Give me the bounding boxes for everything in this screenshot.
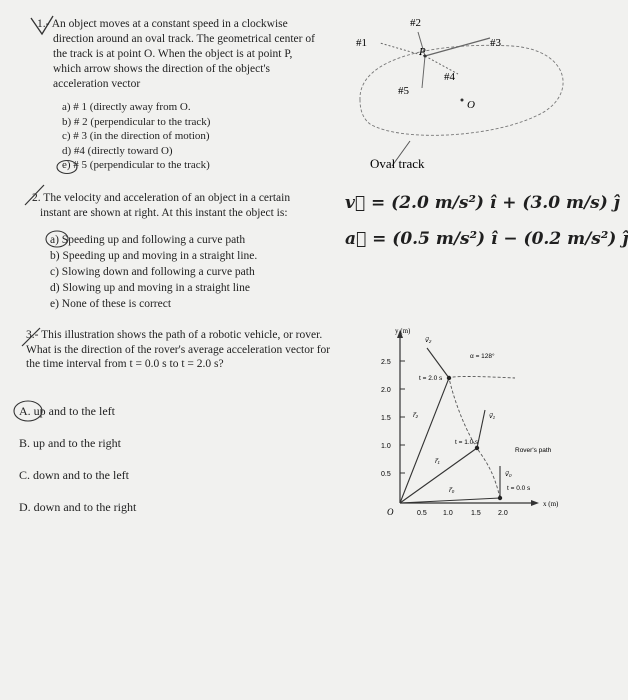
oval-track-caption: Oval track (370, 156, 425, 171)
q3-options (19, 404, 219, 532)
x-axis-label: x (m) (543, 500, 559, 508)
q2-option-e[interactable]: e) None of these is correct (50, 298, 172, 310)
label-5: #5 (398, 85, 409, 97)
y-tick: 2.0 (381, 387, 391, 394)
r2-vector (400, 378, 449, 503)
q1-stem-line: which arrow shows the direction of the object's (53, 63, 271, 75)
q2-stem (32, 191, 332, 221)
v2-vector (427, 348, 449, 378)
arrow-5 (422, 56, 425, 88)
label-3: #3 (490, 37, 501, 49)
q1-option-e[interactable]: e) # 5 (perpendicular to the track) (62, 159, 210, 171)
v0-label: v⃗₀ (505, 471, 512, 478)
r0-vector (400, 498, 500, 503)
q3-option-a[interactable]: A. up and to the left (19, 404, 115, 418)
y-axis-label: y (m) (395, 327, 411, 335)
acceleration-equation: a⃗ = (0.5 m/s²) î − (0.2 m/s²) ĵ (345, 229, 628, 249)
q2-option-b[interactable]: b) Speeding up and moving in a straight line. (50, 250, 258, 262)
x-tick: 1.5 (471, 510, 481, 517)
q1-number: 1.- (37, 18, 50, 30)
arrow-3 (425, 38, 490, 56)
q1-option-e-circle (55, 159, 79, 175)
angle-label: α = 128° (470, 353, 495, 360)
x-tick: 0.5 (417, 510, 427, 517)
t0-label: t = 0.0 s (507, 485, 531, 492)
q3-block (0, 318, 589, 700)
q1-stem (37, 17, 342, 92)
q1-option-a[interactable]: a) # 1 (directly away from O. (62, 101, 191, 113)
q2-number: 2. (32, 192, 41, 204)
q3-option-d[interactable]: D. down and to the right (19, 500, 137, 514)
x-tick: 2.0 (498, 510, 508, 517)
x-tick: 1.0 (443, 510, 453, 517)
q3-number: 3.- (26, 329, 39, 341)
label-o: O (467, 99, 475, 111)
q2-option-c[interactable]: c) Slowing down and following a curve path (50, 266, 255, 278)
v1-label: v⃗₁ (489, 413, 495, 420)
label-4: #4 (444, 71, 455, 83)
origin-label: O (387, 507, 394, 517)
v2-label: v⃗₂ (425, 337, 432, 344)
y-tick: 0.5 (381, 471, 391, 478)
q3-option-c[interactable]: C. down and to the left (19, 468, 129, 482)
path-label: Rover's path (515, 447, 552, 454)
q2-option-a[interactable]: a) Speeding up and following a curve path (50, 234, 246, 246)
rover-path-graph (365, 318, 585, 518)
rover-path (449, 377, 515, 499)
q1-stem-line: direction around an oval track. The geometrical center of (53, 33, 315, 45)
q3-option-a-circle (12, 398, 46, 424)
oval-track-diagram (340, 8, 585, 188)
y-tick: 2.5 (381, 359, 391, 366)
q2-options (50, 232, 330, 312)
q2-stem-line: instant are shown at right. At this instant the object is: (40, 207, 288, 219)
q2-block (0, 185, 628, 315)
q3-stem-line: the time interval from t = 0.0 s to t = 2.0 s? (26, 358, 224, 370)
label-1: #1 (356, 37, 367, 49)
q2-option-a-circle (44, 229, 70, 249)
q3-stem (26, 328, 381, 372)
r2-label: r⃗₂ (413, 412, 419, 419)
r1-vector (400, 448, 477, 503)
q1-option-d[interactable]: d) #4 (directly toward O) (62, 144, 173, 157)
t1-label: t = 1.0 s (455, 439, 479, 446)
q3-stem-line: What is the direction of the rover's average acceleration vector for (26, 343, 331, 356)
label-2: #2 (410, 17, 421, 29)
r0-label: r⃗₀ (449, 487, 455, 494)
y-tick: 1.0 (381, 443, 391, 450)
oval-track (360, 45, 563, 135)
q1-stem-line: acceleration vector (53, 78, 141, 90)
q1-option-b[interactable]: b) # 2 (perpendicular to the track) (62, 115, 211, 128)
q1-stem-line: An object moves at a constant speed in a clockwise (51, 18, 288, 30)
q3-stem-line: This illustration shows the path of a robotic vehicle, or rover. (41, 329, 323, 341)
q2-stem-line: The velocity and acceleration of an object in a certain (43, 192, 291, 204)
y-tick: 1.5 (381, 415, 391, 422)
velocity-equation: v⃗ = (2.0 m/s²) î + (3.0 m/s) ĵ (345, 193, 620, 213)
q1-stem-line: the track is at point O. When the object is at point P, (53, 48, 293, 60)
q3-option-b[interactable]: B. up and to the right (19, 436, 121, 450)
label-p: P (419, 46, 426, 58)
q1-options (62, 100, 322, 173)
t2-label: t = 2.0 s (419, 375, 443, 382)
r1-label: r⃗₁ (435, 458, 440, 465)
q1-block (0, 0, 589, 190)
q2-option-d[interactable]: d) Slowing up and moving in a straight line (50, 282, 250, 294)
q1-option-c[interactable]: c) # 3 (in the direction of motion) (62, 130, 210, 142)
